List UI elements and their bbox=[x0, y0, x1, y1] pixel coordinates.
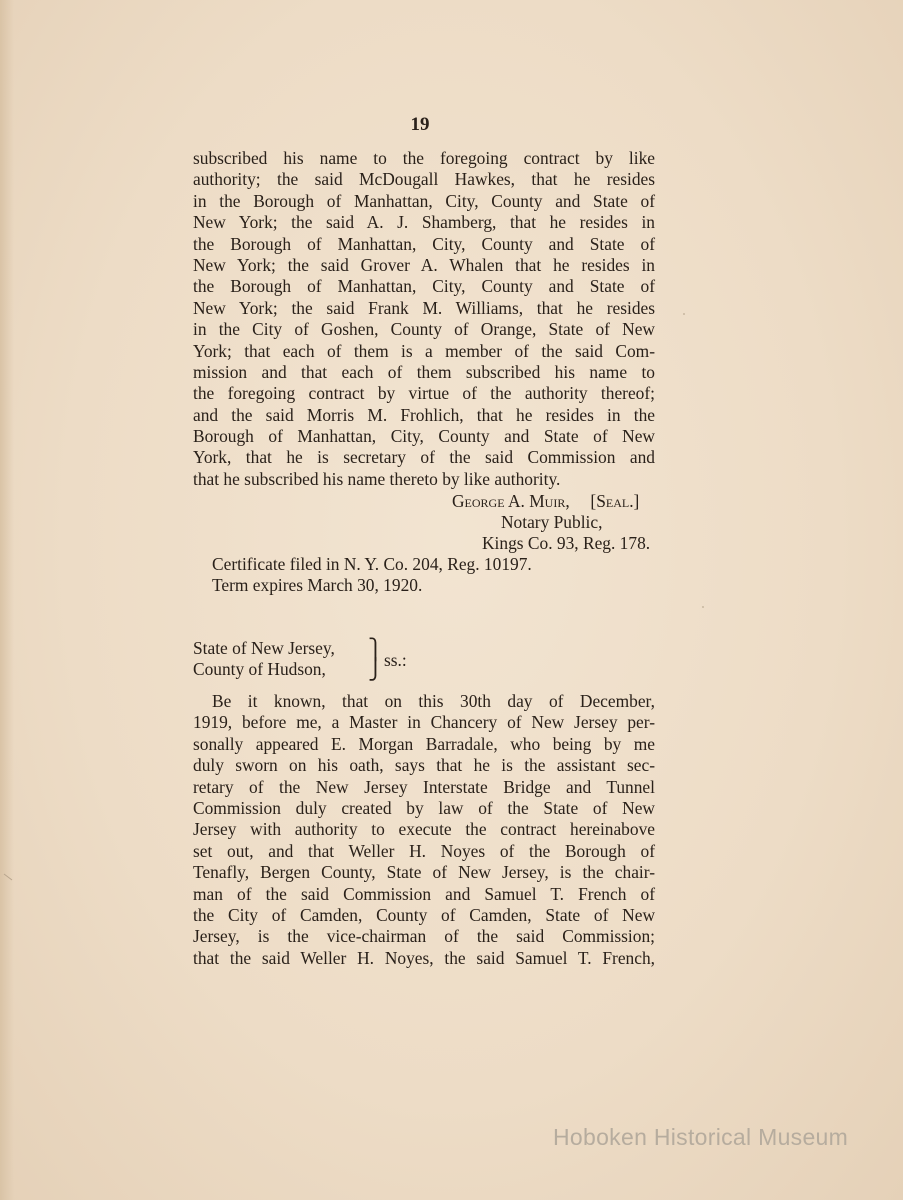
text-line: man of the said Commission and Samuel T. French of bbox=[193, 883, 655, 904]
seal-mark: [Seal.] bbox=[590, 491, 640, 511]
text-line: 1919, before me, a Master in Chancery of New Jersey per- bbox=[193, 712, 655, 733]
text-line: New York; the said A. J. Shamberg, that he resides in bbox=[193, 212, 655, 233]
text-line: duly sworn on his oath, says that he is the assistant sec- bbox=[193, 755, 655, 776]
text-line: York, that he is secretary of the said Commission and bbox=[193, 447, 655, 468]
page-number: 19 bbox=[410, 114, 430, 135]
text-line: Commission duly created by law of the State of New bbox=[193, 797, 655, 818]
text-line: the Borough of Manhattan, City, County and State of bbox=[193, 276, 655, 297]
notary-county-registration: Kings Co. 93, Reg. 178. bbox=[482, 533, 651, 553]
text-line: Be it known, that on this 30th day of December, bbox=[212, 691, 655, 711]
text-line: in the Borough of Manhattan, City, County and State of bbox=[193, 190, 655, 211]
text-line: York; that each of them is a member of the said Com- bbox=[193, 340, 655, 361]
venue-state: State of New Jersey, bbox=[193, 638, 335, 658]
text-line: Borough of Manhattan, City, County and State of New bbox=[193, 426, 655, 447]
text-line: retary of the New Jersey Interstate Bridge and Tunnel bbox=[193, 776, 655, 797]
museum-watermark: Hoboken Historical Museum bbox=[553, 1124, 849, 1150]
text-line: and the said Morris M. Frohlich, that he resides in the bbox=[193, 404, 655, 425]
text-line: subscribed his name to the foregoing contract by like bbox=[193, 148, 655, 168]
certificate-filed: Certificate filed in N. Y. Co. 204, Reg. 10197. bbox=[212, 554, 532, 574]
text-line: that he subscribed his name thereto by like authority. bbox=[193, 468, 561, 489]
text-line: the foregoing contract by virtue of the authority thereof; bbox=[193, 383, 655, 404]
text-line: that the said Weller H. Noyes, the said Samuel T. French, bbox=[193, 947, 655, 968]
text-line: sonally appeared E. Morgan Barradale, who being by me bbox=[193, 733, 655, 754]
venue-ss: ss.: bbox=[384, 650, 407, 670]
text-line: Jersey, is the vice-chairman of the said Commission; bbox=[193, 926, 655, 947]
text-line: set out, and that Weller H. Noyes of the Borough of bbox=[193, 840, 655, 861]
text-line: in the City of Goshen, County of Orange, State of New bbox=[193, 319, 655, 340]
text-line: Jersey with authority to execute the contract hereinabove bbox=[193, 819, 655, 840]
venue-brace-bottom: ⎭ bbox=[368, 659, 383, 681]
text-line: the City of Camden, County of Camden, State of New bbox=[193, 904, 655, 925]
text-line: authority; the said McDougall Hawkes, that he resides bbox=[193, 169, 655, 190]
text-line: New York; the said Grover A. Whalen that he resides in bbox=[193, 254, 655, 275]
notary-name: George A. Muir, bbox=[452, 491, 570, 511]
venue-brace-top: ⎫ bbox=[368, 639, 383, 661]
term-expires: Term expires March 30, 1920. bbox=[212, 575, 423, 595]
text-line: Tenafly, Bergen County, State of New Jersey, is the chair- bbox=[193, 862, 655, 883]
notary-title: Notary Public, bbox=[501, 512, 603, 532]
text-line: mission and that each of them subscribed his name to bbox=[193, 361, 655, 382]
venue-county: County of Hudson, bbox=[193, 659, 326, 679]
text-line: New York; the said Frank M. Williams, that he resides bbox=[193, 297, 655, 318]
text-line: the Borough of Manhattan, City, County and State of bbox=[193, 233, 655, 254]
